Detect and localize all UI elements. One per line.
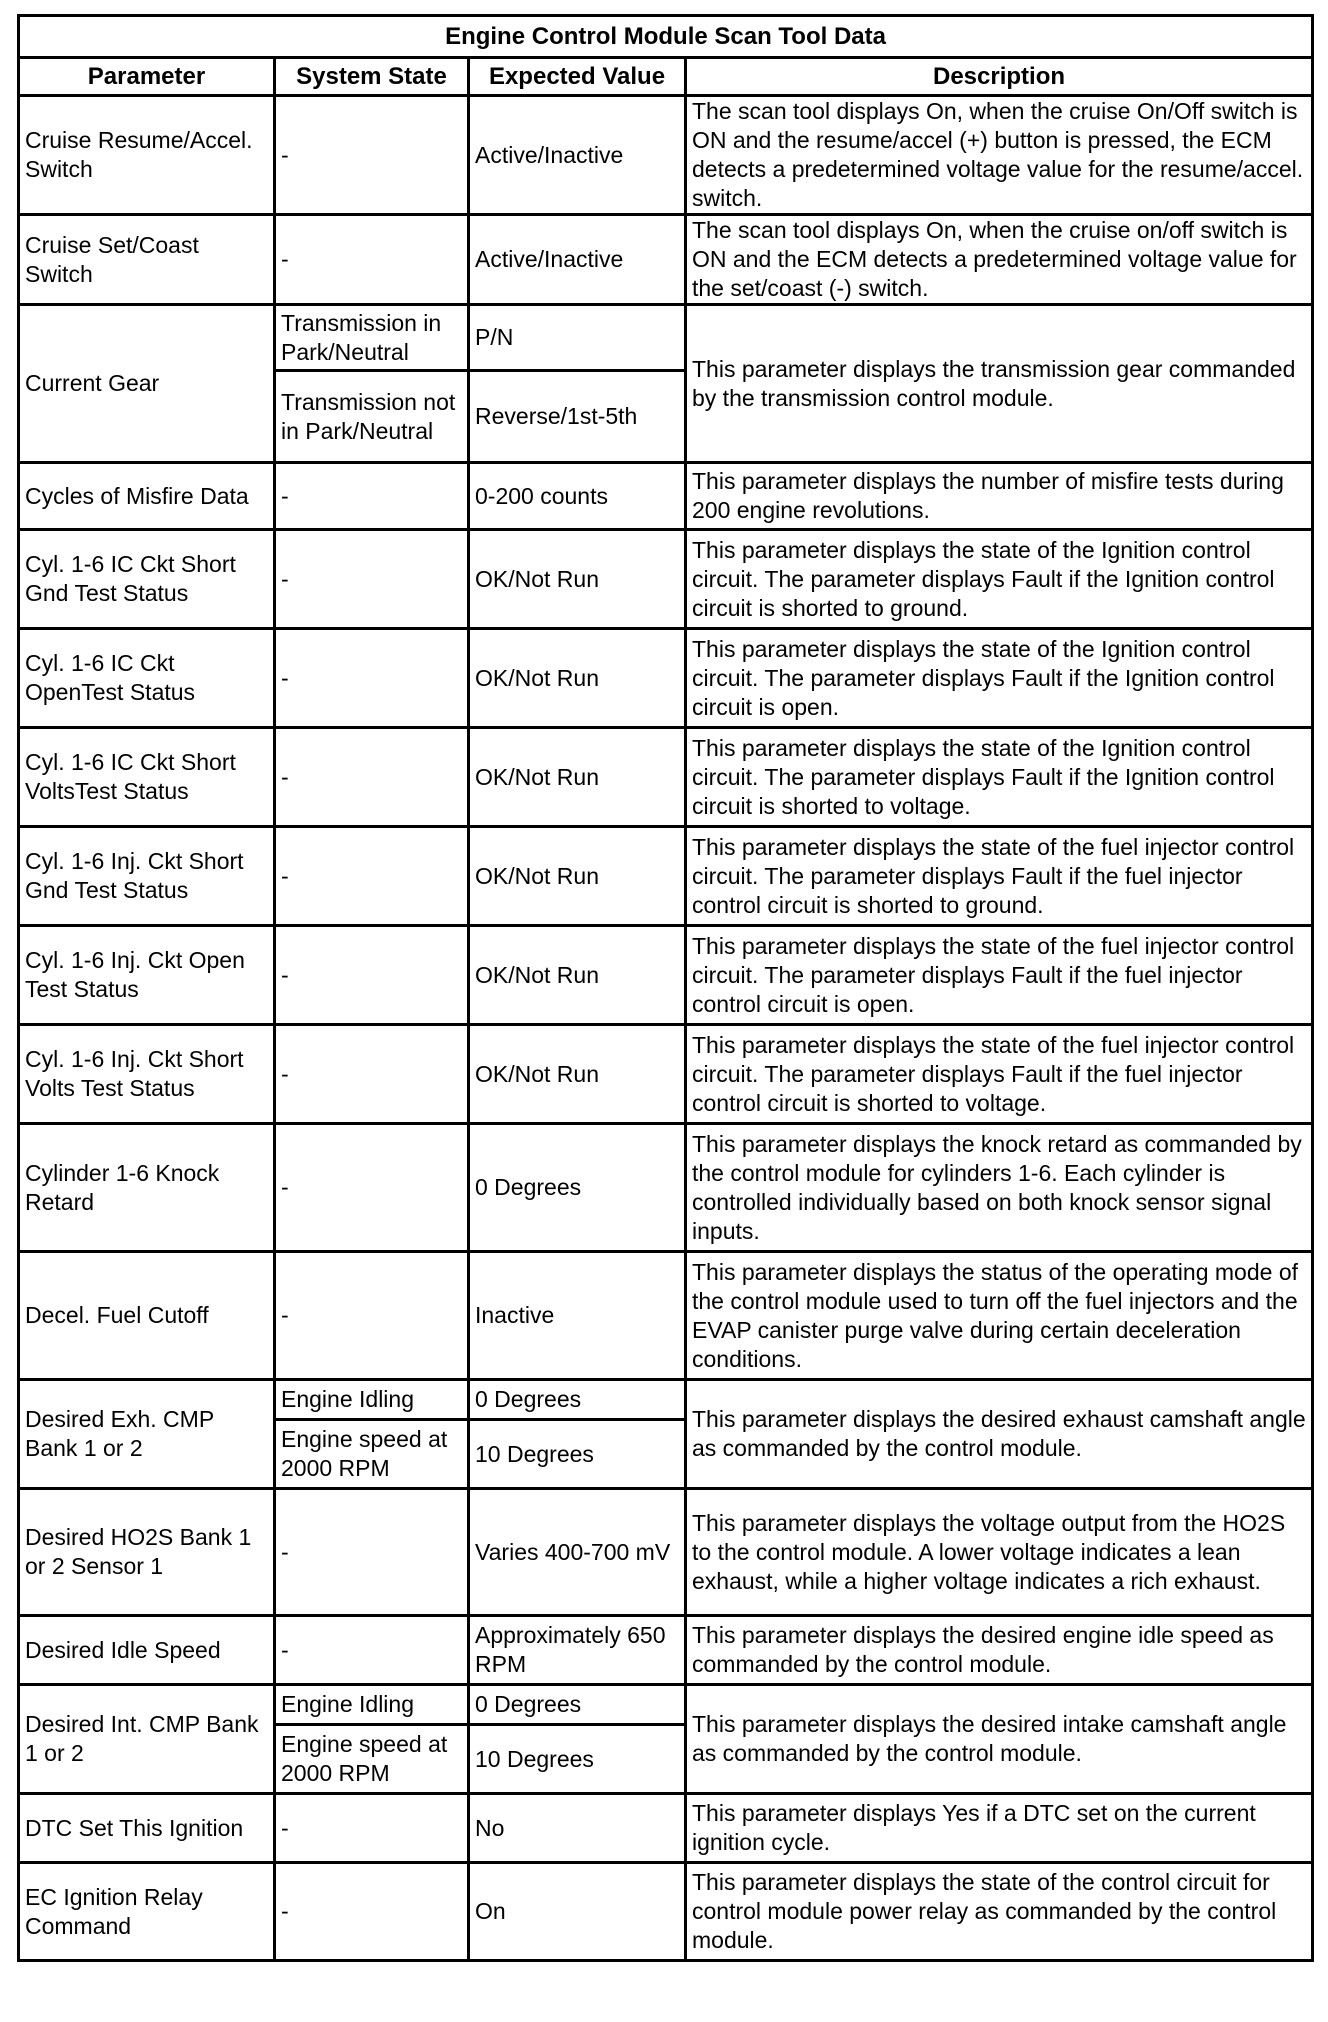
scan-tool-data-table	[17, 14, 1314, 1962]
table-row	[19, 1124, 1313, 1252]
parameter-cell: Desired Int. CMP Bank 1 or 2	[19, 1685, 275, 1794]
expected-value-cell: OK/Not Run	[469, 530, 686, 629]
expected-value-cell: P/N	[469, 305, 686, 371]
table-row	[19, 728, 1313, 827]
description-cell: This parameter displays the state of the fuel injector control circuit. The parameter displays Fault if the fuel injector control circuit is open.	[686, 926, 1313, 1025]
system-state-cell: -	[275, 96, 469, 215]
expected-value-cell: 0 Degrees	[469, 1380, 686, 1420]
description-cell: This parameter displays the desired intake camshaft angle as commanded by the control module.	[686, 1685, 1313, 1794]
table-row	[19, 1380, 1313, 1420]
parameter-cell: Cyl. 1-6 Inj. Ckt Open Test Status	[19, 926, 275, 1025]
expected-value-cell: Reverse/1st-5th	[469, 371, 686, 463]
table-row	[19, 827, 1313, 926]
table-row	[19, 463, 1313, 530]
table-row	[19, 1252, 1313, 1380]
description-cell: This parameter displays the state of the fuel injector control circuit. The parameter displays Fault if the fuel injector control circuit is shorted to ground.	[686, 827, 1313, 926]
table-row	[19, 305, 1313, 371]
parameter-cell: Cycles of Misfire Data	[19, 463, 275, 530]
header-system-state: System State	[275, 58, 469, 96]
parameter-cell: Cruise Resume/Accel. Switch	[19, 96, 275, 215]
system-state-cell: -	[275, 728, 469, 827]
system-state-cell: -	[275, 629, 469, 728]
expected-value-cell: On	[469, 1863, 686, 1961]
system-state-cell: -	[275, 1252, 469, 1380]
parameter-cell: Current Gear	[19, 305, 275, 463]
system-state-cell: Engine Idling	[275, 1380, 469, 1420]
system-state-cell: Transmission not in Park/Neutral	[275, 371, 469, 463]
header-expected-value: Expected Value	[469, 58, 686, 96]
description-cell: This parameter displays the voltage output from the HO2S to the control module. A lower voltage indicates a lean exhaust, while a higher voltage indicates a rich exhaust.	[686, 1489, 1313, 1616]
description-cell: This parameter displays the desired exhaust camshaft angle as commanded by the control module.	[686, 1380, 1313, 1489]
table-row	[19, 530, 1313, 629]
table-row	[19, 96, 1313, 215]
description-cell: This parameter displays Yes if a DTC set on the current ignition cycle.	[686, 1794, 1313, 1863]
system-state-cell: -	[275, 1124, 469, 1252]
expected-value-cell: 10 Degrees	[469, 1725, 686, 1794]
parameter-cell: Desired HO2S Bank 1 or 2 Sensor 1	[19, 1489, 275, 1616]
system-state-cell: -	[275, 1616, 469, 1685]
table-row	[19, 1025, 1313, 1124]
expected-value-cell: OK/Not Run	[469, 827, 686, 926]
parameter-cell: Cyl. 1-6 IC Ckt Short Gnd Test Status	[19, 530, 275, 629]
system-state-cell: -	[275, 1863, 469, 1961]
parameter-cell: Cylinder 1-6 Knock Retard	[19, 1124, 275, 1252]
parameter-cell: Desired Idle Speed	[19, 1616, 275, 1685]
parameter-cell: Cyl. 1-6 Inj. Ckt Short Gnd Test Status	[19, 827, 275, 926]
expected-value-cell: OK/Not Run	[469, 926, 686, 1025]
system-state-cell: Transmission in Park/Neutral	[275, 305, 469, 371]
description-cell: The scan tool displays On, when the cruise On/Off switch is ON and the resume/accel (+) button is pressed, the ECM detects a predetermined voltage value for the resume/accel. switch.	[686, 96, 1313, 215]
system-state-cell: -	[275, 1025, 469, 1124]
description-cell: This parameter displays the state of the Ignition control circuit. The parameter displays Fault if the Ignition control circuit is open.	[686, 629, 1313, 728]
expected-value-cell: Approximately 650 RPM	[469, 1616, 686, 1685]
system-state-cell: -	[275, 463, 469, 530]
system-state-cell: -	[275, 530, 469, 629]
description-cell: This parameter displays the state of the control circuit for control module power relay as commanded by the control module.	[686, 1863, 1313, 1961]
system-state-cell: -	[275, 215, 469, 305]
parameter-cell: Cruise Set/Coast Switch	[19, 215, 275, 305]
expected-value-cell: OK/Not Run	[469, 728, 686, 827]
system-state-cell: -	[275, 1794, 469, 1863]
description-cell: This parameter displays the desired engine idle speed as commanded by the control module.	[686, 1616, 1313, 1685]
expected-value-cell: No	[469, 1794, 686, 1863]
table-row	[19, 1489, 1313, 1616]
parameter-cell: Desired Exh. CMP Bank 1 or 2	[19, 1380, 275, 1489]
table-row	[19, 926, 1313, 1025]
table-title: Engine Control Module Scan Tool Data	[19, 16, 1313, 58]
description-cell: This parameter displays the state of the fuel injector control circuit. The parameter displays Fault if the fuel injector control circuit is shorted to voltage.	[686, 1025, 1313, 1124]
description-cell: This parameter displays the state of the Ignition control circuit. The parameter displays Fault if the Ignition control circuit is shorted to voltage.	[686, 728, 1313, 827]
description-cell: The scan tool displays On, when the cruise on/off switch is ON and the ECM detects a predetermined voltage value for the set/coast (-) switch.	[686, 215, 1313, 305]
expected-value-cell: OK/Not Run	[469, 629, 686, 728]
expected-value-cell: Varies 400-700 mV	[469, 1489, 686, 1616]
expected-value-cell: OK/Not Run	[469, 1025, 686, 1124]
table-row	[19, 1616, 1313, 1685]
description-cell: This parameter displays the knock retard as commanded by the control module for cylinders 1-6. Each cylinder is controlled individually based on both knock sensor signal inputs.	[686, 1124, 1313, 1252]
parameter-cell: Cyl. 1-6 IC Ckt Short VoltsTest Status	[19, 728, 275, 827]
system-state-cell: Engine Idling	[275, 1685, 469, 1725]
expected-value-cell: 0 Degrees	[469, 1685, 686, 1725]
table-row	[19, 215, 1313, 305]
expected-value-cell: 0 Degrees	[469, 1124, 686, 1252]
expected-value-cell: Active/Inactive	[469, 215, 686, 305]
header-row	[19, 58, 1313, 96]
table-row	[19, 1685, 1313, 1725]
parameter-cell: DTC Set This Ignition	[19, 1794, 275, 1863]
table-row	[19, 629, 1313, 728]
description-cell: This parameter displays the transmission gear commanded by the transmission control module.	[686, 305, 1313, 463]
expected-value-cell: 10 Degrees	[469, 1420, 686, 1489]
system-state-cell: Engine speed at 2000 RPM	[275, 1420, 469, 1489]
description-cell: This parameter displays the status of the operating mode of the control module used to turn off the fuel injectors and the EVAP canister purge valve during certain deceleration conditions.	[686, 1252, 1313, 1380]
table-row	[19, 1863, 1313, 1961]
system-state-cell: -	[275, 827, 469, 926]
parameter-cell: Cyl. 1-6 IC Ckt OpenTest Status	[19, 629, 275, 728]
system-state-cell: -	[275, 1489, 469, 1616]
parameter-cell: Cyl. 1-6 Inj. Ckt Short Volts Test Status	[19, 1025, 275, 1124]
header-parameter: Parameter	[19, 58, 275, 96]
parameter-cell: Decel. Fuel Cutoff	[19, 1252, 275, 1380]
system-state-cell: Engine speed at 2000 RPM	[275, 1725, 469, 1794]
table-row	[19, 1794, 1313, 1863]
description-cell: This parameter displays the state of the Ignition control circuit. The parameter displays Fault if the Ignition control circuit is shorted to ground.	[686, 530, 1313, 629]
expected-value-cell: Active/Inactive	[469, 96, 686, 215]
description-cell: This parameter displays the number of misfire tests during 200 engine revolutions.	[686, 463, 1313, 530]
expected-value-cell: Inactive	[469, 1252, 686, 1380]
expected-value-cell: 0-200 counts	[469, 463, 686, 530]
parameter-cell: EC Ignition Relay Command	[19, 1863, 275, 1961]
system-state-cell: -	[275, 926, 469, 1025]
title-row	[19, 16, 1313, 58]
header-description: Description	[686, 58, 1313, 96]
